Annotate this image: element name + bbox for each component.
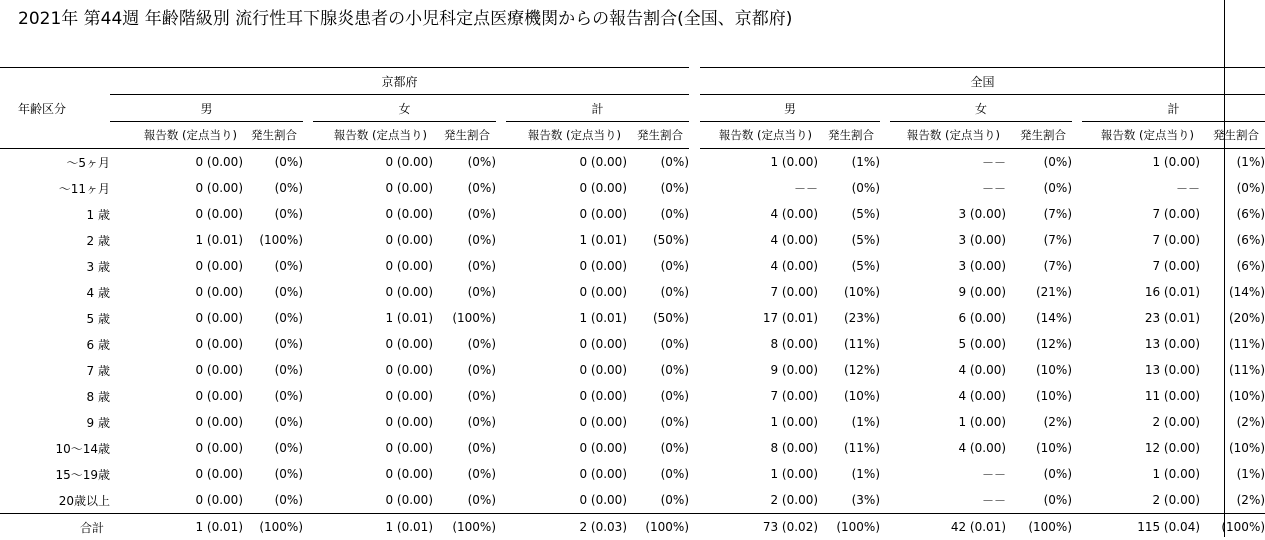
incidence-rate-cell: (100%) — [818, 514, 880, 540]
incidence-rate-cell: (6%) — [1200, 253, 1265, 279]
report-count-cell: 23 (0.01) — [1082, 305, 1200, 331]
report-count-cell: 0 (0.00) — [506, 487, 627, 514]
report-count-cell: 1 (0.00) — [700, 461, 818, 487]
incidence-rate-cell: (0%) — [627, 461, 689, 487]
column-header-pct: 発生割合 — [1200, 122, 1265, 149]
report-count-cell: 6 (0.00) — [890, 305, 1006, 331]
incidence-rate-cell: (0%) — [433, 461, 496, 487]
report-count-cell: 8 (0.00) — [700, 435, 818, 461]
report-count-cell: 0 (0.00) — [110, 279, 243, 305]
incidence-rate-cell: (11%) — [1200, 331, 1265, 357]
incidence-rate-cell: (0%) — [243, 331, 303, 357]
incidence-rate-cell: (10%) — [818, 279, 880, 305]
incidence-rate-cell: (0%) — [627, 409, 689, 435]
incidence-rate-cell: (100%) — [243, 227, 303, 253]
incidence-rate-cell: (0%) — [433, 357, 496, 383]
report-count-cell: 0 (0.00) — [110, 435, 243, 461]
incidence-rate-cell: (7%) — [1006, 227, 1072, 253]
report-count-cell: 4 (0.00) — [700, 253, 818, 279]
incidence-rate-cell: (12%) — [1006, 331, 1072, 357]
incidence-rate-cell: (0%) — [1006, 461, 1072, 487]
incidence-rate-cell: (2%) — [1200, 487, 1265, 514]
incidence-rate-cell: (0%) — [433, 331, 496, 357]
incidence-rate-cell: (2%) — [1006, 409, 1072, 435]
incidence-rate-cell: (0%) — [433, 487, 496, 514]
age-group-label: ～5ヶ月 — [0, 149, 110, 176]
report-count-cell: 0 (0.00) — [110, 149, 243, 176]
report-count-cell: 1 (0.00) — [1082, 149, 1200, 176]
report-count-cell: 3 (0.00) — [890, 253, 1006, 279]
report-count-cell: 2 (0.00) — [700, 487, 818, 514]
incidence-rate-cell: (7%) — [1006, 253, 1072, 279]
report-count-cell: 17 (0.01) — [700, 305, 818, 331]
report-count-cell: 12 (0.00) — [1082, 435, 1200, 461]
report-count-cell: 1 (0.01) — [313, 514, 433, 540]
report-count-cell: 1 (0.00) — [1082, 461, 1200, 487]
table-row — [0, 383, 1265, 409]
report-count-cell: 0 (0.00) — [110, 357, 243, 383]
report-count-cell: 0 (0.00) — [110, 201, 243, 227]
incidence-rate-cell: (0%) — [1006, 149, 1072, 176]
report-count-cell: 9 (0.00) — [700, 357, 818, 383]
incidence-rate-cell: (0%) — [627, 149, 689, 176]
column-header-report: 報告数 (定点当り) — [1082, 122, 1200, 149]
report-count-cell: 0 (0.00) — [313, 227, 433, 253]
age-group-label: 10～14歳 — [0, 435, 110, 461]
report-count-cell: 0 (0.00) — [506, 279, 627, 305]
report-count-cell: 0 (0.00) — [506, 253, 627, 279]
table-row — [0, 279, 1265, 305]
report-count-cell: 0 (0.00) — [110, 331, 243, 357]
sex-header-total: 計 — [1082, 95, 1265, 122]
report-count-cell: 1 (0.01) — [110, 514, 243, 540]
report-count-cell: －－ — [890, 487, 1006, 514]
incidence-rate-cell: (50%) — [627, 227, 689, 253]
report-count-cell: 3 (0.00) — [890, 201, 1006, 227]
region-header-kyoto: 京都府 — [110, 68, 689, 95]
report-count-cell: 8 (0.00) — [700, 331, 818, 357]
report-count-cell: －－ — [890, 175, 1006, 201]
incidence-rate-cell: (1%) — [818, 149, 880, 176]
sex-header-male: 男 — [700, 95, 880, 122]
report-count-cell: 0 (0.00) — [313, 383, 433, 409]
incidence-rate-cell: (50%) — [627, 305, 689, 331]
region-gap — [689, 68, 700, 95]
incidence-rate-cell: (0%) — [627, 201, 689, 227]
incidence-rate-cell: (5%) — [818, 227, 880, 253]
report-count-cell: 0 (0.00) — [313, 149, 433, 176]
report-count-cell: －－ — [1082, 175, 1200, 201]
report-count-cell: 2 (0.00) — [1082, 487, 1200, 514]
incidence-rate-cell: (100%) — [433, 514, 496, 540]
incidence-rate-cell: (0%) — [243, 383, 303, 409]
report-count-cell: 1 (0.01) — [506, 227, 627, 253]
incidence-rate-cell: (0%) — [433, 227, 496, 253]
report-count-cell: 4 (0.00) — [700, 227, 818, 253]
table-row — [0, 201, 1265, 227]
age-group-label: 8 歳 — [0, 383, 110, 409]
incidence-rate-cell: (20%) — [1200, 305, 1265, 331]
incidence-rate-cell: (0%) — [627, 331, 689, 357]
report-table — [0, 67, 1265, 540]
incidence-rate-cell: (14%) — [1006, 305, 1072, 331]
report-count-cell: 4 (0.00) — [890, 435, 1006, 461]
age-group-label: ～11ヶ月 — [0, 175, 110, 201]
report-count-cell: 0 (0.00) — [313, 201, 433, 227]
incidence-rate-cell: (10%) — [1006, 357, 1072, 383]
incidence-rate-cell: (5%) — [818, 201, 880, 227]
incidence-rate-cell: (11%) — [818, 435, 880, 461]
incidence-rate-cell: (3%) — [818, 487, 880, 514]
report-count-cell: 7 (0.00) — [1082, 227, 1200, 253]
incidence-rate-cell: (0%) — [627, 435, 689, 461]
report-count-cell: 4 (0.00) — [890, 357, 1006, 383]
report-count-cell: 1 (0.01) — [110, 227, 243, 253]
incidence-rate-cell: (0%) — [433, 201, 496, 227]
incidence-rate-cell: (1%) — [818, 461, 880, 487]
incidence-rate-cell: (1%) — [1200, 461, 1265, 487]
incidence-rate-cell: (11%) — [818, 331, 880, 357]
incidence-rate-cell: (0%) — [1200, 175, 1265, 201]
age-group-label: 2 歳 — [0, 227, 110, 253]
column-header-report: 報告数 (定点当り) — [890, 122, 1006, 149]
column-header-report: 報告数 (定点当り) — [110, 122, 243, 149]
incidence-rate-cell: (2%) — [1200, 409, 1265, 435]
table-row — [0, 175, 1265, 201]
region-header-japan: 全国 — [700, 68, 1265, 95]
report-count-cell: 0 (0.00) — [110, 175, 243, 201]
report-count-cell: 0 (0.00) — [313, 461, 433, 487]
report-count-cell: 0 (0.00) — [506, 435, 627, 461]
report-count-cell: 1 (0.00) — [700, 149, 818, 176]
incidence-rate-cell: (100%) — [1200, 514, 1265, 540]
table-row — [0, 149, 1265, 176]
incidence-rate-cell: (0%) — [1006, 175, 1072, 201]
column-header-report: 報告数 (定点当り) — [700, 122, 818, 149]
incidence-rate-cell: (0%) — [243, 149, 303, 176]
incidence-rate-cell: (0%) — [1006, 487, 1072, 514]
incidence-rate-cell: (0%) — [627, 383, 689, 409]
report-count-cell: 16 (0.01) — [1082, 279, 1200, 305]
report-count-cell: 1 (0.01) — [506, 305, 627, 331]
incidence-rate-cell: (7%) — [1006, 201, 1072, 227]
report-count-cell: 2 (0.03) — [506, 514, 627, 540]
report-count-cell: 9 (0.00) — [890, 279, 1006, 305]
column-header-report: 報告数 (定点当り) — [506, 122, 627, 149]
age-group-label: 7 歳 — [0, 357, 110, 383]
incidence-rate-cell: (100%) — [1006, 514, 1072, 540]
total-row — [0, 514, 1265, 540]
report-count-cell: 0 (0.00) — [110, 383, 243, 409]
report-count-cell: 0 (0.00) — [506, 409, 627, 435]
report-count-cell: 13 (0.00) — [1082, 331, 1200, 357]
incidence-rate-cell: (0%) — [243, 305, 303, 331]
incidence-rate-cell: (10%) — [1006, 435, 1072, 461]
report-count-cell: 0 (0.00) — [506, 357, 627, 383]
incidence-rate-cell: (1%) — [818, 409, 880, 435]
report-count-cell: 0 (0.00) — [506, 201, 627, 227]
incidence-rate-cell: (0%) — [243, 409, 303, 435]
report-count-cell: 4 (0.00) — [890, 383, 1006, 409]
incidence-rate-cell: (0%) — [433, 435, 496, 461]
report-count-cell: 0 (0.00) — [313, 357, 433, 383]
incidence-rate-cell: (11%) — [1200, 357, 1265, 383]
report-count-cell: 0 (0.00) — [110, 461, 243, 487]
age-group-label: 15～19歳 — [0, 461, 110, 487]
total-label: 合計 — [0, 514, 110, 540]
incidence-rate-cell: (0%) — [243, 357, 303, 383]
report-count-cell: －－ — [890, 461, 1006, 487]
incidence-rate-cell: (0%) — [243, 201, 303, 227]
column-header-pct: 発生割合 — [243, 122, 303, 149]
incidence-rate-cell: (0%) — [818, 175, 880, 201]
report-count-cell: 3 (0.00) — [890, 227, 1006, 253]
sex-header-male: 男 — [110, 95, 303, 122]
report-count-cell: 5 (0.00) — [890, 331, 1006, 357]
incidence-rate-cell: (1%) — [1200, 149, 1265, 176]
page-title: 2021年 第44週 年齢階級別 流行性耳下腺炎患者の小児科定点医療機関からの報告割合(全国、京都府) — [18, 4, 792, 29]
incidence-rate-cell: (0%) — [243, 279, 303, 305]
table-row — [0, 409, 1265, 435]
incidence-rate-cell: (6%) — [1200, 201, 1265, 227]
report-count-cell: 7 (0.00) — [700, 383, 818, 409]
report-count-cell: 0 (0.00) — [506, 461, 627, 487]
report-count-cell: 0 (0.00) — [313, 279, 433, 305]
age-header-spacer — [0, 68, 110, 95]
report-count-cell: 1 (0.01) — [313, 305, 433, 331]
incidence-rate-cell: (21%) — [1006, 279, 1072, 305]
incidence-rate-cell: (0%) — [243, 461, 303, 487]
incidence-rate-cell: (14%) — [1200, 279, 1265, 305]
table-row — [0, 253, 1265, 279]
incidence-rate-cell: (0%) — [243, 253, 303, 279]
incidence-rate-cell: (0%) — [433, 149, 496, 176]
report-count-cell: 0 (0.00) — [506, 175, 627, 201]
report-count-cell: 13 (0.00) — [1082, 357, 1200, 383]
incidence-rate-cell: (0%) — [627, 357, 689, 383]
column-header-pct: 発生割合 — [1006, 122, 1072, 149]
incidence-rate-cell: (6%) — [1200, 227, 1265, 253]
sex-header-female: 女 — [890, 95, 1072, 122]
report-count-cell: 0 (0.00) — [313, 409, 433, 435]
age-group-label: 9 歳 — [0, 409, 110, 435]
report-count-cell: 0 (0.00) — [506, 149, 627, 176]
report-count-cell: 0 (0.00) — [313, 435, 433, 461]
age-group-label: 3 歳 — [0, 253, 110, 279]
report-count-cell: 73 (0.02) — [700, 514, 818, 540]
incidence-rate-cell: (0%) — [433, 253, 496, 279]
report-count-cell: 11 (0.00) — [1082, 383, 1200, 409]
report-count-cell: 0 (0.00) — [110, 409, 243, 435]
report-count-cell: 0 (0.00) — [110, 487, 243, 514]
table-row — [0, 331, 1265, 357]
table-row — [0, 461, 1265, 487]
report-count-cell: 0 (0.00) — [313, 487, 433, 514]
report-count-cell: 4 (0.00) — [700, 201, 818, 227]
sex-header-female: 女 — [313, 95, 496, 122]
report-count-cell: 0 (0.00) — [313, 175, 433, 201]
incidence-rate-cell: (0%) — [433, 409, 496, 435]
incidence-rate-cell: (0%) — [433, 175, 496, 201]
incidence-rate-cell: (23%) — [818, 305, 880, 331]
report-count-cell: 7 (0.00) — [1082, 201, 1200, 227]
age-group-label: 1 歳 — [0, 201, 110, 227]
age-group-label: 20歳以上 — [0, 487, 110, 514]
incidence-rate-cell: (0%) — [627, 279, 689, 305]
incidence-rate-cell: (100%) — [627, 514, 689, 540]
incidence-rate-cell: (0%) — [627, 175, 689, 201]
report-count-cell: 0 (0.00) — [110, 305, 243, 331]
report-count-cell: 0 (0.00) — [506, 331, 627, 357]
incidence-rate-cell: (100%) — [243, 514, 303, 540]
age-group-label: 5 歳 — [0, 305, 110, 331]
age-group-label: 4 歳 — [0, 279, 110, 305]
incidence-rate-cell: (0%) — [433, 383, 496, 409]
report-count-cell: 0 (0.00) — [506, 383, 627, 409]
incidence-rate-cell: (0%) — [243, 175, 303, 201]
table-row — [0, 435, 1265, 461]
column-header-pct: 発生割合 — [433, 122, 496, 149]
incidence-rate-cell: (0%) — [243, 435, 303, 461]
table-row — [0, 357, 1265, 383]
report-count-cell: 42 (0.01) — [890, 514, 1006, 540]
incidence-rate-cell: (10%) — [1200, 435, 1265, 461]
incidence-rate-cell: (0%) — [627, 253, 689, 279]
age-header: 年齢区分 — [0, 95, 110, 122]
incidence-rate-cell: (100%) — [433, 305, 496, 331]
report-count-cell: －－ — [890, 149, 1006, 176]
incidence-rate-cell: (5%) — [818, 253, 880, 279]
report-count-cell: 115 (0.04) — [1082, 514, 1200, 540]
incidence-rate-cell: (10%) — [818, 383, 880, 409]
incidence-rate-cell: (0%) — [243, 487, 303, 514]
report-count-cell: 0 (0.00) — [313, 331, 433, 357]
table-row — [0, 487, 1265, 514]
incidence-rate-cell: (10%) — [1200, 383, 1265, 409]
incidence-rate-cell: (0%) — [433, 279, 496, 305]
table-row — [0, 305, 1265, 331]
report-count-cell: 7 (0.00) — [1082, 253, 1200, 279]
sex-header-total: 計 — [506, 95, 689, 122]
age-group-label: 6 歳 — [0, 331, 110, 357]
incidence-rate-cell: (0%) — [627, 487, 689, 514]
column-header-report: 報告数 (定点当り) — [313, 122, 433, 149]
report-count-cell: 1 (0.00) — [700, 409, 818, 435]
report-count-cell: －－ — [700, 175, 818, 201]
report-count-cell: 1 (0.00) — [890, 409, 1006, 435]
report-count-cell: 0 (0.00) — [110, 253, 243, 279]
column-header-pct: 発生割合 — [627, 122, 689, 149]
report-count-cell: 0 (0.00) — [313, 253, 433, 279]
report-count-cell: 7 (0.00) — [700, 279, 818, 305]
incidence-rate-cell: (10%) — [1006, 383, 1072, 409]
table-row — [0, 227, 1265, 253]
report-count-cell: 2 (0.00) — [1082, 409, 1200, 435]
incidence-rate-cell: (12%) — [818, 357, 880, 383]
column-header-pct: 発生割合 — [818, 122, 880, 149]
